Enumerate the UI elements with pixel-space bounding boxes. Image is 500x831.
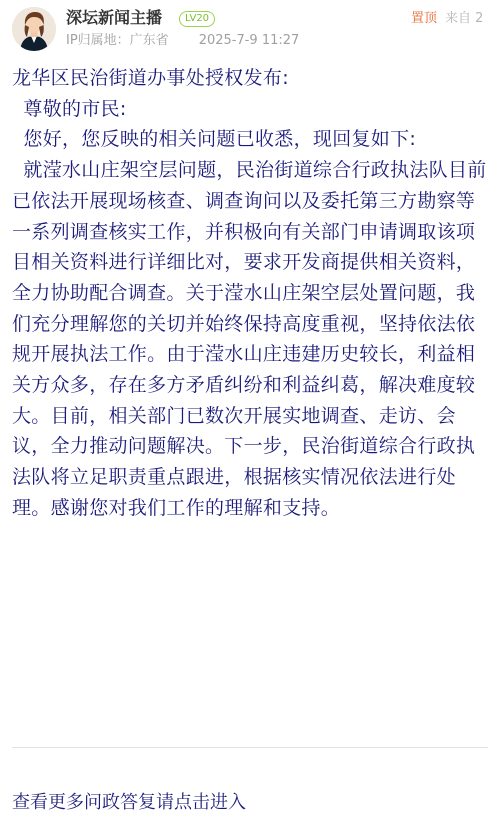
post-content xyxy=(12,63,492,524)
news-anchor-avatar-icon xyxy=(12,7,56,51)
pinned-badge: 置顶 xyxy=(411,11,438,26)
post-heading: 龙华区民治街道办事处授权发布: xyxy=(12,67,289,89)
post-date: 2025-7-9 11:27 xyxy=(198,33,300,48)
avatar[interactable] xyxy=(12,7,56,51)
body-paragraph: 就滢水山庄架空层问题，民治街道综合行政执法队目前已依法开展现场核查、调查询问以及委托第三方勘察等一系列调查核实工作，并积极向有关部门申请调取该项目相关资料进行详细比对，要求开发商提供相关资料，全力协助配合调查。关于滢水山庄架空层处置问题，我们充分理解您的关切并始终保持高度重视，坚持依法依规开展执法工作。由于滢水山庄违建历史较长，利益相关方众多，存在多方矛盾纠纷和利益纠葛，解决难度较大。目前，相关部门已数次开展实地调查、走访、会议，全力推动问题解决。下一步，民治街道综合行政执法队将立足职责重点跟进，根据核实情况依法进行处理。感谢您对我们工作的理解和支持。 xyxy=(12,159,487,519)
author-name[interactable]: 深坛新闻主播 xyxy=(66,8,163,27)
ip-location: IP归属地：广东省 xyxy=(66,33,169,48)
source-label: 来自 2 xyxy=(445,11,484,26)
greeting: 尊敬的市民: xyxy=(23,97,127,120)
divider xyxy=(12,747,488,748)
post-header xyxy=(0,0,500,58)
post-meta xyxy=(66,33,299,49)
more-replies-link[interactable]: 查看更多问政答复请点击进入 xyxy=(12,792,246,813)
level-badge: LV20 xyxy=(179,11,215,27)
intro-paragraph: 您好，您反映的相关问题已收悉，现回复如下: xyxy=(23,128,417,151)
